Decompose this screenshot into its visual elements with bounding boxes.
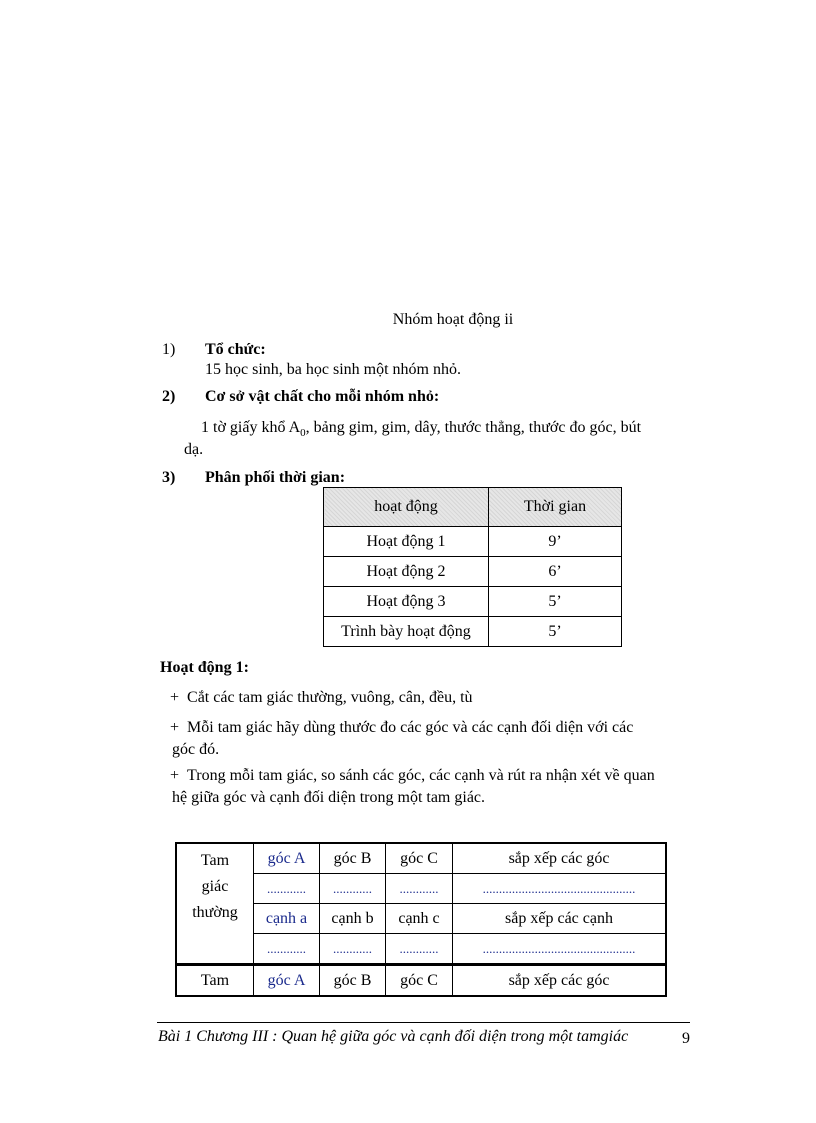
section-2-text-cont: dạ. (184, 441, 204, 458)
footer-text: Bài 1 Chương III : Quan hệ giữa góc và cạnh đối diện trong một tamgiác (158, 1028, 629, 1045)
schedule-header-time: Thời gian (489, 488, 622, 527)
schedule-activity: Hoạt động 3 (324, 587, 489, 617)
schedule-activity: Trình bày hoạt động (324, 617, 489, 647)
side-a-header: cạnh a (254, 904, 320, 934)
angle-order-blank: ............................................... (453, 874, 667, 904)
table-row (324, 587, 622, 617)
section-1-text: 15 học sinh, ba học sinh một nhóm nhỏ. (205, 361, 461, 378)
bullet-3-cont: hệ giữa góc và cạnh đối diện trong một tam giác. (172, 789, 486, 806)
bullet-2: + Mỗi tam giác hãy dùng thước đo các góc và các cạnh đối diện với các (170, 719, 634, 736)
bullet-1: + Cắt các tam giác thường, vuông, cân, đều, tù (170, 689, 473, 706)
side-b-header: cạnh b (320, 904, 386, 934)
schedule-time: 5’ (489, 587, 622, 617)
section-3-number: 3) (162, 469, 176, 486)
angle-a-header: góc A (254, 843, 320, 874)
section-1-heading: Tổ chức: (205, 341, 266, 358)
angle-c-blank: ............ (386, 874, 453, 904)
angle-b-header: góc B (320, 965, 386, 997)
schedule-time: 6’ (489, 557, 622, 587)
angle-b-blank: ............ (320, 874, 386, 904)
triangle-type-label: Tam giác thường (176, 843, 254, 965)
angle-b-header: góc B (320, 843, 386, 874)
schedule-header-row (324, 488, 622, 527)
table-row (324, 527, 622, 557)
angle-order-header: sắp xếp các góc (453, 843, 667, 874)
triangle-table (175, 842, 667, 997)
angle-c-header: góc C (386, 843, 453, 874)
footer-divider (157, 1022, 690, 1023)
bullet-3: + Trong mỗi tam giác, so sánh các góc, các cạnh và rút ra nhận xét về quan (170, 767, 655, 784)
table-row (324, 617, 622, 647)
section-2-heading: Cơ sở vật chất cho mỗi nhóm nhỏ: (205, 388, 440, 405)
section-3-heading: Phân phối thời gian: (205, 469, 346, 486)
page-title: Nhóm hoạt động ii (392, 311, 514, 328)
angle-a-header: góc A (254, 965, 320, 997)
angle-c-header: góc C (386, 965, 453, 997)
page-number: 9 (682, 1030, 690, 1047)
schedule-time: 5’ (489, 617, 622, 647)
schedule-header-activity: hoạt động (324, 488, 489, 527)
section-2-text: 1 tờ giấy khổ $A_0$, bảng gim, gim, dây, thước thẳng, thước đo góc, bút (201, 419, 642, 440)
side-b-blank: ............ (320, 934, 386, 965)
table-row (176, 843, 666, 874)
side-c-header: cạnh c (386, 904, 453, 934)
next-triangle-label: Tam (176, 965, 254, 997)
schedule-table (323, 487, 622, 647)
side-order-header: sắp xếp các cạnh (453, 904, 667, 934)
table-row (176, 965, 666, 997)
side-a-blank: ............ (254, 934, 320, 965)
section-1-number: 1) (162, 341, 176, 358)
schedule-activity: Hoạt động 1 (324, 527, 489, 557)
schedule-activity: Hoạt động 2 (324, 557, 489, 587)
section-2-number: 2) (162, 388, 176, 405)
bullet-2-cont: góc đó. (172, 741, 220, 758)
activity-1-heading: Hoạt động 1: (160, 659, 249, 676)
table-row (324, 557, 622, 587)
angle-order-header: sắp xếp các góc (453, 965, 667, 997)
schedule-time: 9’ (489, 527, 622, 557)
angle-a-blank: ............ (254, 874, 320, 904)
side-order-blank: ............................................... (453, 934, 667, 965)
side-c-blank: ............ (386, 934, 453, 965)
